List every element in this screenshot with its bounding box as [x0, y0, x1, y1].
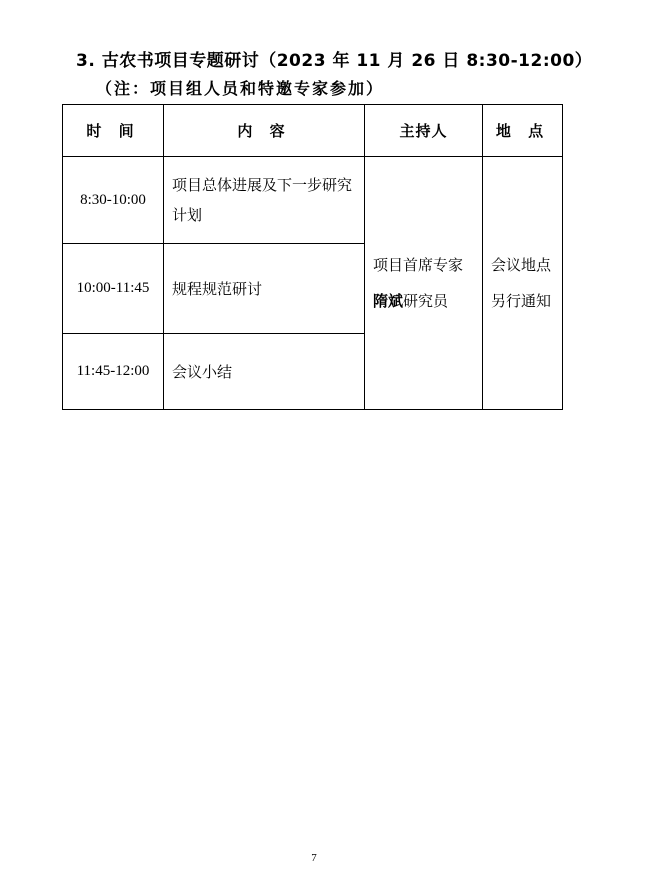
table-row: [63, 157, 563, 244]
header-content: 内 容: [164, 105, 365, 157]
row-time: 10:00-11:45: [63, 244, 164, 334]
section-heading: 3. 古农书项目专题研讨（2023 年 11 月 26 日 8:30-12:00）: [76, 51, 593, 71]
row-time: 8:30-10:00: [63, 157, 164, 244]
host-name: 隋斌: [373, 292, 404, 310]
row-content: 会议小结: [164, 334, 365, 410]
header-host: 主持人: [365, 105, 483, 157]
header-time: 时 间: [63, 105, 164, 157]
row-time: 11:45-12:00: [63, 334, 164, 410]
place-cell: [483, 157, 563, 410]
host-title: 项目首席专家: [373, 256, 464, 274]
row-content: 规程规范研讨: [164, 244, 365, 334]
schedule-table: [62, 104, 563, 410]
row-content: 项目总体进展及下一步研究计划: [164, 157, 365, 244]
attendee-note: （注：项目组人员和特邀专家参加）: [96, 79, 385, 98]
host-rank: 研究员: [403, 292, 449, 310]
page-number: 7: [311, 852, 317, 864]
host-name-line: [373, 283, 482, 319]
table-header-row: [63, 105, 563, 157]
place-line-1: 会议地点: [491, 256, 552, 274]
header-place: 地 点: [483, 105, 563, 157]
place-line-2: 另行通知: [491, 292, 552, 310]
host-cell: [365, 157, 483, 410]
